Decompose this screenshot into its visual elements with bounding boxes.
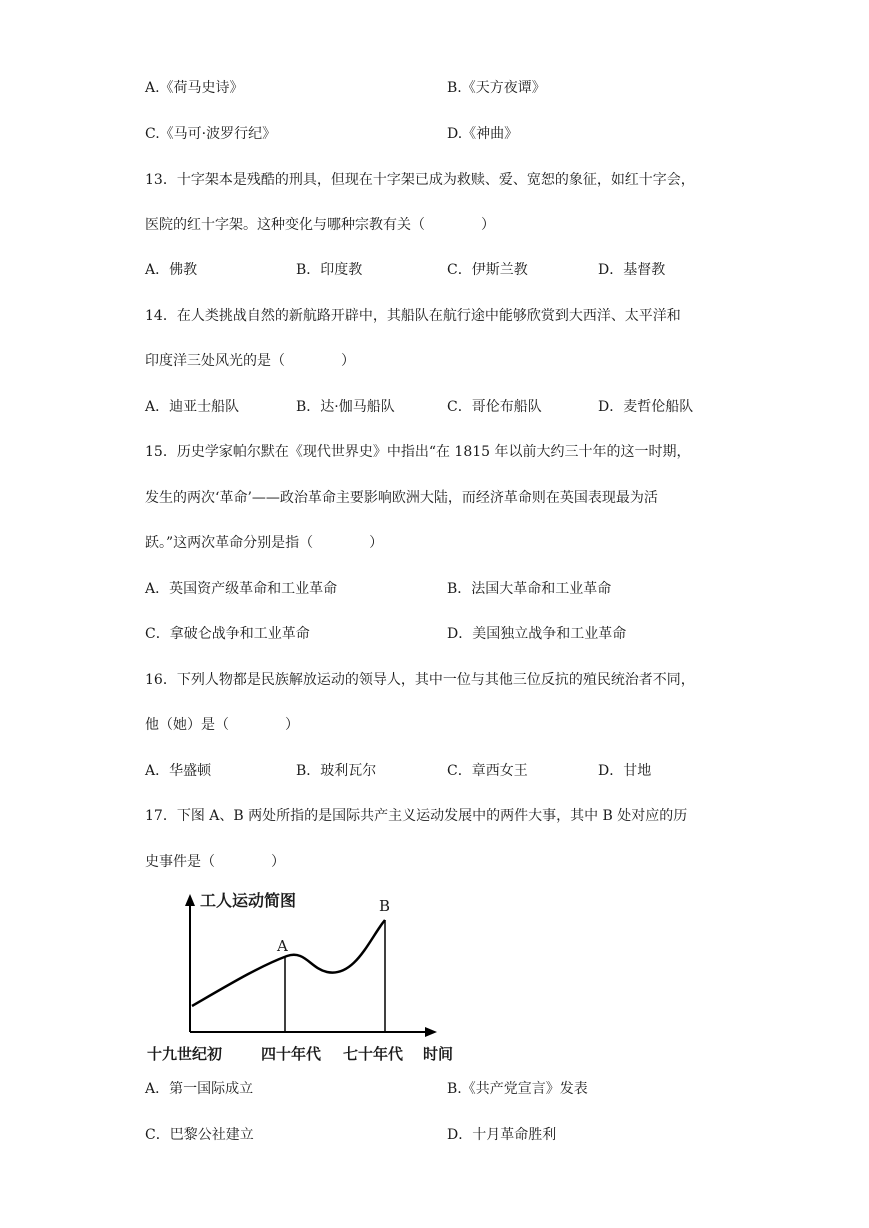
x-axis-title: 时间 bbox=[423, 1045, 454, 1063]
workers-movement-figure bbox=[145, 880, 455, 1070]
q12-option-c: C.《马可·波罗行纪》 bbox=[145, 126, 277, 142]
q15-stem-line2: 发生的两次‘革命’——政治革命主要影响欧洲大陆，而经济革命则在英国表现最为活 bbox=[145, 490, 658, 506]
q12-option-a: A.《荷马史诗》 bbox=[145, 80, 244, 96]
point-a-label: A bbox=[277, 937, 288, 955]
q16-option-c: C．章西女王 bbox=[447, 763, 528, 779]
q17-option-a: A．第一国际成立 bbox=[145, 1081, 254, 1097]
q13-stem-line1: 13．十字架本是残酷的刑具，但现在十字架已成为救赎、爱、宽恕的象征，如红十字会， bbox=[145, 172, 695, 188]
q14-stem-line1: 14．在人类挑战自然的新航路开辟中，其船队在航行途中能够欣赏到大西洋、太平洋和 bbox=[145, 308, 681, 324]
x-label-start: 十九世纪初 bbox=[147, 1045, 223, 1063]
point-b-label: B bbox=[379, 897, 391, 915]
q14-option-d: D．麦哲伦船队 bbox=[598, 399, 694, 415]
figure-title: 工人运动简图 bbox=[200, 891, 297, 910]
q14-option-b: B．达·伽马船队 bbox=[296, 399, 395, 415]
q14-option-c: C．哥伦布船队 bbox=[447, 399, 542, 415]
q15-option-d: D．美国独立战争和工业革命 bbox=[447, 626, 627, 642]
q15-stem-line1: 15．历史学家帕尔默在《现代世界史》中指出“在 1815 年以前大约三十年的这一时期， bbox=[145, 444, 691, 460]
trend-curve bbox=[192, 920, 385, 1006]
q16-option-d: D．甘地 bbox=[598, 763, 652, 779]
q13-option-a: A．佛教 bbox=[145, 262, 198, 278]
q17-option-d: D．十月革命胜利 bbox=[447, 1127, 557, 1143]
q17-stem-line2: 史事件是（ ） bbox=[145, 854, 285, 870]
q16-option-b: B．玻利瓦尔 bbox=[296, 763, 377, 779]
q13-option-c: C．伊斯兰教 bbox=[447, 262, 528, 278]
q15-option-c: C．拿破仑战争和工业革命 bbox=[145, 626, 310, 642]
y-axis-arrow-icon bbox=[185, 894, 195, 906]
q16-option-a: A．华盛顿 bbox=[145, 763, 212, 779]
q17-option-b: B.《共产党宣言》发表 bbox=[447, 1081, 588, 1097]
q14-option-a: A．迪亚士船队 bbox=[145, 399, 240, 415]
figure-svg bbox=[145, 880, 455, 1070]
q13-option-d: D．基督教 bbox=[598, 262, 666, 278]
x-label-1840s: 四十年代 bbox=[261, 1045, 322, 1063]
q15-stem-line3: 跃。”这两次革命分别是指（ ） bbox=[145, 535, 384, 551]
q16-stem-line2: 他（她）是（ ） bbox=[145, 717, 299, 733]
q15-option-a: A．英国资产级革命和工业革命 bbox=[145, 581, 338, 597]
q14-stem-line2: 印度洋三处风光的是（ ） bbox=[145, 353, 355, 369]
q12-option-b: B.《天方夜谭》 bbox=[447, 80, 546, 96]
q13-stem-line2: 医院的红十字架。这种变化与哪种宗教有关（ ） bbox=[145, 217, 495, 233]
q17-option-c: C．巴黎公社建立 bbox=[145, 1127, 254, 1143]
q15-option-b: B．法国大革命和工业革命 bbox=[447, 581, 612, 597]
q12-option-d: D.《神曲》 bbox=[447, 126, 519, 142]
x-label-1870s: 七十年代 bbox=[343, 1045, 404, 1063]
q13-option-b: B．印度教 bbox=[296, 262, 363, 278]
x-axis-arrow-icon bbox=[425, 1027, 437, 1037]
q16-stem-line1: 16．下列人物都是民族解放运动的领导人，其中一位与其他三位反抗的殖民统治者不同， bbox=[145, 672, 695, 688]
q17-stem-line1: 17．下图 A、B 两处所指的是国际共产主义运动发展中的两件大事，其中 B 处对应的历 bbox=[145, 808, 688, 824]
